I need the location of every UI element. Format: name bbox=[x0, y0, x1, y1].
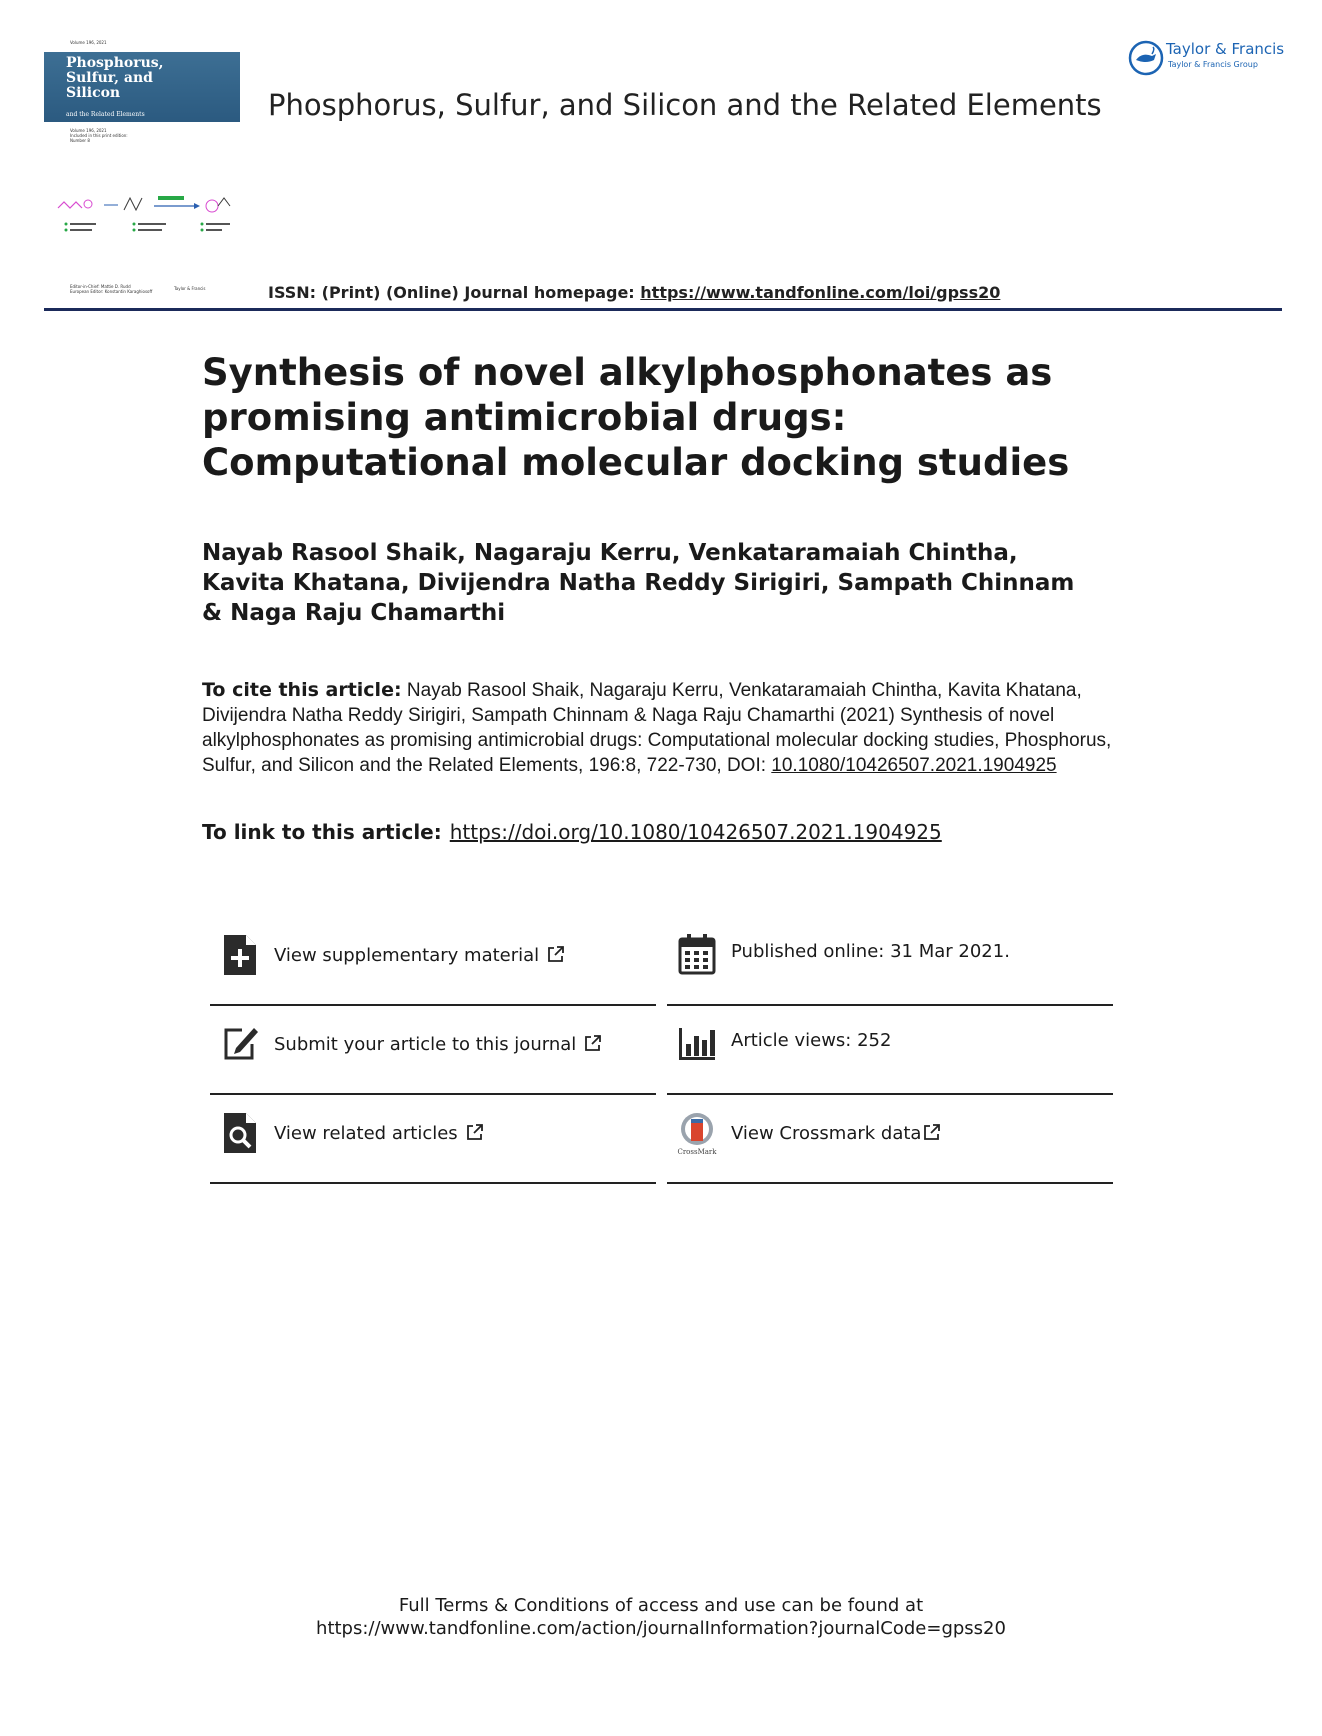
article-authors: Nayab Rasool Shaik, Nagaraju Kerru, Venkataramaiah Chintha, Kavita Khatana, Divijendra Natha Reddy Sirigiri, Sampath Chinnam & Naga Raju Chamarthi bbox=[202, 540, 1075, 626]
issn-text: ISSN: (Print) (Online) Journal homepage: bbox=[268, 283, 641, 302]
related-articles-item[interactable] bbox=[210, 1093, 656, 1184]
footer-terms bbox=[0, 1594, 1322, 1640]
article-views-item bbox=[667, 1004, 1113, 1095]
issn-line bbox=[268, 283, 1000, 302]
related-label: View related articles bbox=[274, 1123, 458, 1144]
published-online-item bbox=[667, 915, 1113, 1006]
document-search-icon bbox=[220, 1111, 260, 1155]
article-views-text: Article views: 252 bbox=[731, 1030, 892, 1051]
article-doi-link[interactable]: https://doi.org/10.1080/10426507.2021.1904925 bbox=[449, 820, 942, 844]
external-link-icon bbox=[466, 1123, 484, 1141]
crossmark-item[interactable] bbox=[667, 1093, 1113, 1184]
external-link-icon bbox=[584, 1034, 602, 1052]
header-rule bbox=[44, 308, 1282, 311]
cite-label: To cite this article: bbox=[202, 679, 402, 701]
crossmark-label: View Crossmark data bbox=[731, 1123, 922, 1144]
taylor-francis-logo[interactable] bbox=[1128, 38, 1288, 78]
cite-doi-link[interactable]: 10.1080/10426507.2021.1904925 bbox=[771, 755, 1057, 776]
link-label: To link to this article: bbox=[202, 820, 442, 844]
cover-publisher: Taylor & Francis bbox=[174, 286, 206, 291]
bar-chart-icon bbox=[677, 1022, 717, 1066]
journal-homepage-link[interactable]: https://www.tandfonline.com/loi/gpss20 bbox=[640, 283, 1001, 302]
footer-terms-link[interactable]: https://www.tandfonline.com/action/journalInformation?journalCode=gpss20 bbox=[316, 1618, 1006, 1639]
submit-label: Submit your article to this journal bbox=[274, 1034, 577, 1055]
cover-volume: Volume 196, 2021 bbox=[70, 40, 107, 45]
logo-name: Taylor & Francis bbox=[1166, 40, 1285, 58]
published-online-text: Published online: 31 Mar 2021. bbox=[731, 941, 1010, 962]
cover-title: Phosphorus, Sulfur, and Silicon bbox=[66, 55, 164, 101]
cover-meta: Volume 196, 2021 Included in this print edition: Number 8 bbox=[70, 128, 128, 143]
journal-cover-thumbnail bbox=[44, 40, 240, 304]
cover-subtitle: and the Related Elements bbox=[66, 111, 145, 118]
article-title: Synthesis of novel alkylphosphonates as promising antimicrobial drugs: Computational molecular docking studies bbox=[202, 351, 1070, 484]
cite-text: Nayab Rasool Shaik, Nagaraju Kerru, Venkataramaiah Chintha, Kavita Khatana, Divijendra Natha Reddy Sirigiri, Sampath Chinnam & Naga Raju Chamarthi (2021) Synthesis of novel alkylphosphonates as promising antimicrobial drugs: Computational molecular docking studies, Phosphorus, Sulfur, and Silicon and the Related Elements, 196:8, 722-730, DOI: bbox=[202, 680, 1112, 776]
logo-group: Taylor & Francis Group bbox=[1168, 60, 1258, 69]
file-plus-icon bbox=[220, 933, 260, 977]
lamp-icon bbox=[1128, 40, 1164, 76]
external-link-icon bbox=[923, 1123, 941, 1141]
supplementary-label: View supplementary material bbox=[274, 945, 540, 966]
cover-reaction-graphic bbox=[54, 190, 240, 250]
submit-article-item[interactable] bbox=[210, 1004, 656, 1095]
crossmark-logo-text: CrossMark bbox=[677, 1148, 717, 1155]
cover-editors: Editor-in-Chief: Mattie D. Rudd European Editor: Konstantin Karaghiosoff bbox=[70, 284, 153, 294]
supplementary-material-item[interactable] bbox=[210, 915, 656, 1006]
edit-icon bbox=[220, 1022, 260, 1066]
calendar-icon bbox=[677, 933, 717, 977]
footer-line-1: Full Terms & Conditions of access and use can be found at bbox=[398, 1595, 924, 1616]
journal-title: Phosphorus, Sulfur, and Silicon and the Related Elements bbox=[268, 88, 1102, 122]
external-link-icon bbox=[547, 945, 565, 963]
article-link-line bbox=[202, 820, 942, 844]
crossmark-icon bbox=[677, 1111, 717, 1155]
citation-block bbox=[202, 678, 1122, 778]
